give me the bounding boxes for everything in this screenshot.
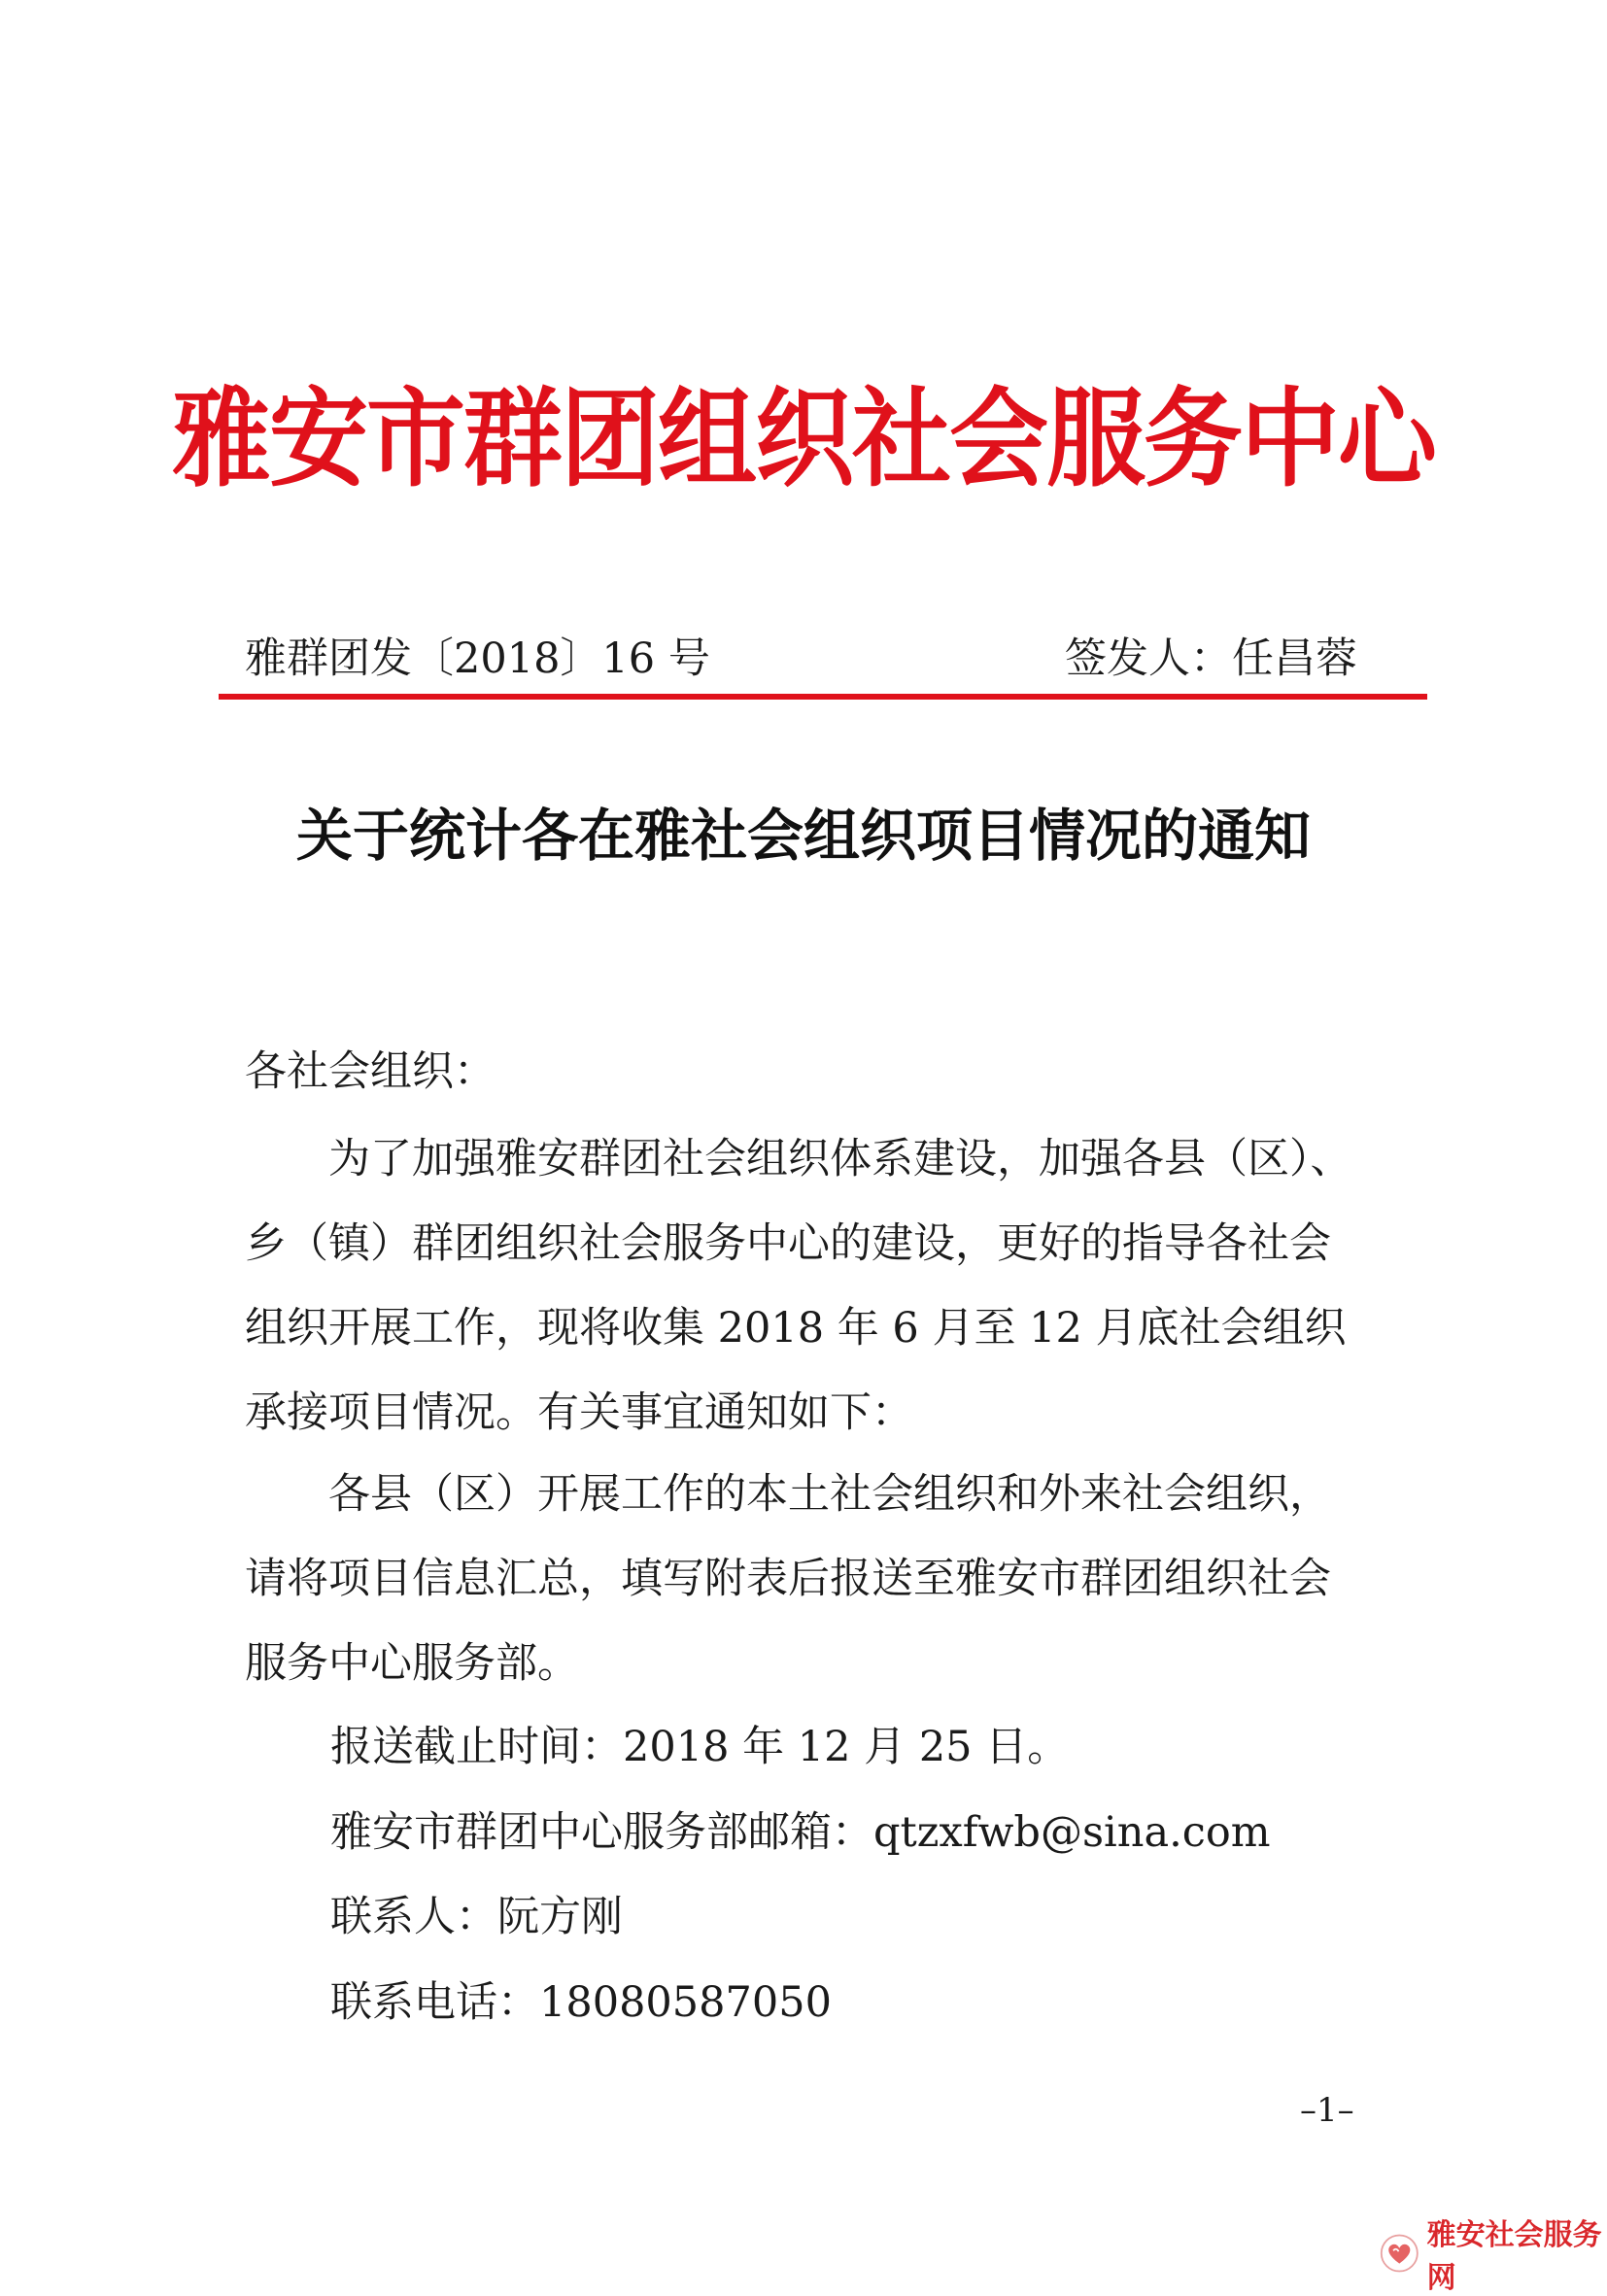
notice-title: 关于统计各在雅社会组织项目情况的通知 bbox=[295, 803, 1311, 869]
deadline: 报送截止时间：2018 年 12 月 25 日。 bbox=[330, 1723, 1070, 1771]
org-title-header: 雅安市群团组织社会服务中心 bbox=[172, 376, 1435, 502]
paragraph-2: 各县（区）开展工作的本土社会组织和外来社会组织，请将项目信息汇总，填写附表后报送至雅安市群团组织社会服务中心服务部。 bbox=[245, 1470, 1331, 1688]
heart-logo-icon bbox=[1380, 2231, 1419, 2276]
watermark bbox=[1380, 2210, 1607, 2296]
document-number: 雅群团发〔2018〕16 号 bbox=[245, 634, 710, 683]
signer: 签发人：任昌蓉 bbox=[1065, 634, 1357, 683]
page-number: –1– bbox=[1300, 2091, 1354, 2130]
red-divider bbox=[219, 694, 1427, 700]
paragraph-1: 为了加强雅安群团社会组织体系建设，加强各县（区）、乡（镇）群团组织社会服务中心的建设，更好的指导各社会组织开展工作，现将收集 2018 年 6 月至 12 月底社会组织承接项目情况。有关事宜通知如下： bbox=[245, 1135, 1352, 1437]
watermark-text: 雅安社会服务网 bbox=[1426, 2218, 1602, 2295]
contact-person: 联系人：阮方刚 bbox=[330, 1893, 623, 1941]
salutation: 各社会组织： bbox=[245, 1047, 496, 1096]
contact-phone: 联系电话：18080587050 bbox=[330, 1978, 832, 2027]
email-line: 雅安市群团中心服务部邮箱：qtzxfwb@sina.com bbox=[330, 1808, 1271, 1857]
